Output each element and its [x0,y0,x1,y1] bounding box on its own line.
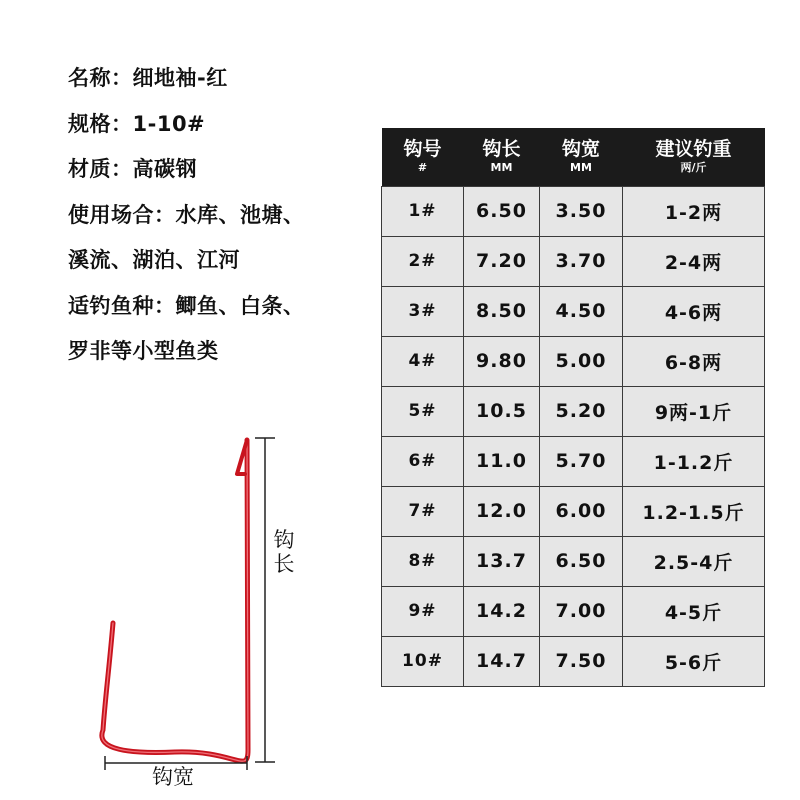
table-row [382,236,765,286]
cell-hook-number: 6# [382,436,464,486]
cell-hook-number: 8# [382,536,464,586]
cell-weight: 4-5斤 [623,586,765,636]
table-row [382,186,765,236]
spec-size-range: 规格：1-10# [68,111,206,136]
cell-hook-number: 3# [382,286,464,336]
spec-fish: 适钓鱼种：鲫鱼、白条、 [68,293,305,318]
cell-hook-width: 3.50 [540,186,623,236]
cell-hook-width: 4.50 [540,286,623,336]
spec-name: 名称：细地袖-红 [68,66,228,90]
length-dimension [255,438,275,762]
cell-hook-length: 10.5 [464,386,540,436]
table-row [382,436,765,486]
table-row [382,286,765,336]
cell-weight: 1-1.2斤 [623,436,765,486]
table-row [382,636,765,686]
cell-hook-length: 7.20 [464,236,540,286]
cell-hook-number: 10# [382,636,464,686]
size-table [381,128,765,687]
cell-hook-width: 7.50 [540,636,623,686]
spec-usage-cont: 溪流、湖泊、江河 [68,248,240,272]
cell-hook-length: 12.0 [464,486,540,536]
hook-width-label: 钩宽 [152,765,194,789]
cell-hook-width: 5.70 [540,436,623,486]
cell-weight: 1-2两 [623,186,765,236]
table-row [382,536,765,586]
cell-weight: 4-6两 [623,286,765,336]
header-hook-width: 钩宽 MM [540,128,623,186]
hook-icon [102,440,248,761]
cell-hook-width: 5.20 [540,386,623,436]
cell-hook-number: 4# [382,336,464,386]
header-recommended-weight: 建议钓重 两/斤 [623,128,765,186]
table-row [382,336,765,386]
table-header-row [382,128,765,186]
cell-hook-length: 13.7 [464,536,540,586]
cell-hook-width: 7.00 [540,586,623,636]
cell-hook-length: 6.50 [464,186,540,236]
hook-length-label: 钩长 [273,528,295,576]
cell-weight: 6-8两 [623,336,765,386]
cell-hook-width: 3.70 [540,236,623,286]
cell-hook-number: 5# [382,386,464,436]
cell-hook-length: 14.7 [464,636,540,686]
cell-hook-length: 8.50 [464,286,540,336]
cell-weight: 1.2-1.5斤 [623,486,765,536]
table-row [382,486,765,536]
cell-weight: 2-4两 [623,236,765,286]
cell-hook-number: 9# [382,586,464,636]
cell-hook-width: 6.50 [540,536,623,586]
cell-hook-number: 7# [382,486,464,536]
spec-usage: 使用场合：水库、池塘、 [68,202,305,227]
cell-hook-length: 9.80 [464,336,540,386]
table-row [382,586,765,636]
table-row [382,386,765,436]
cell-hook-number: 2# [382,236,464,286]
cell-weight: 2.5-4斤 [623,536,765,586]
cell-hook-number: 1# [382,186,464,236]
cell-weight: 9两-1斤 [623,386,765,436]
header-hook-length: 钩长 MM [464,128,540,186]
header-hook-number: 钩号 # [382,128,464,186]
spec-material: 材质：高碳钢 [68,157,197,181]
cell-weight: 5-6斤 [623,636,765,686]
spec-list [68,66,368,375]
cell-hook-width: 6.00 [540,486,623,536]
spec-fish-cont: 罗非等小型鱼类 [68,339,219,363]
cell-hook-length: 14.2 [464,586,540,636]
cell-hook-length: 11.0 [464,436,540,486]
hook-diagram [95,430,305,800]
cell-hook-width: 5.00 [540,336,623,386]
